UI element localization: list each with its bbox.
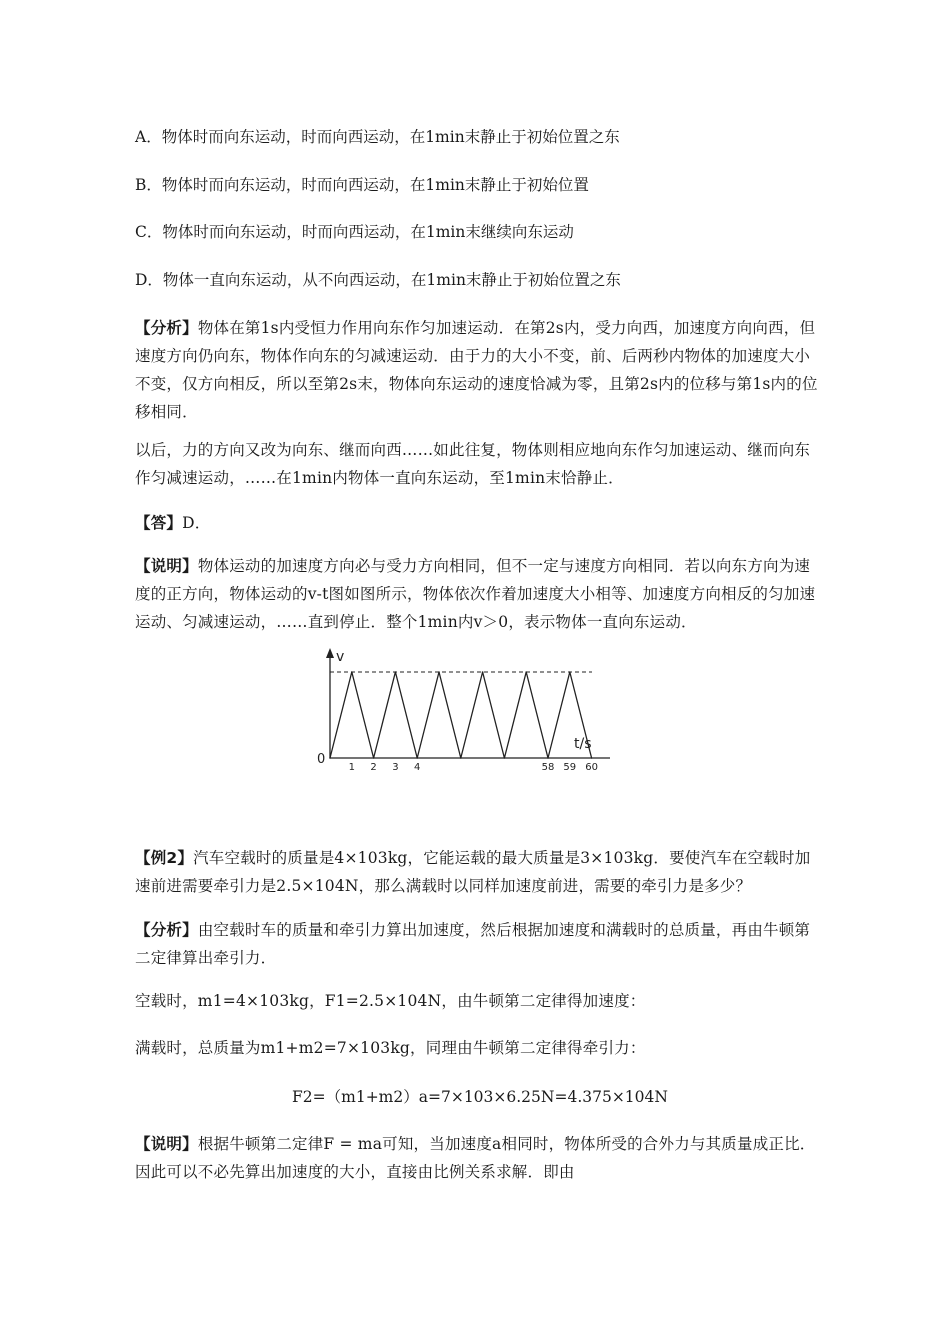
example2-label: 【例2】 <box>135 849 194 867</box>
option-c: C．物体时而向东运动，时而向西运动，在1min末继续向东运动 <box>135 223 574 241</box>
analysis2-label: 【分析】 <box>135 921 198 939</box>
x-tick-label: 59 <box>563 762 577 773</box>
example2-text: 汽车空载时的质量是4×103kg，它能运载的最大质量是3×103kg．要使汽车在空载时加速前进需要牵引力是2.5×104N，那么满载时以同样加速度前进，需要的牵引力是多少？ <box>135 849 811 895</box>
velocity-point <box>591 757 593 759</box>
x-tick-label: 58 <box>541 762 555 773</box>
velocity-point <box>504 757 506 759</box>
analysis2-paragraph <box>135 916 825 972</box>
velocity-point <box>351 671 353 673</box>
note-paragraph <box>135 552 825 636</box>
velocity-point <box>329 757 331 759</box>
empty-load-line: 空载时，m1=4×103kg，F1=2.5×104N，由牛顿第二定律得加速度： <box>135 992 646 1010</box>
velocity-point <box>416 757 418 759</box>
answer-paragraph <box>135 509 825 537</box>
velocity-point <box>438 671 440 673</box>
velocity-point <box>547 757 549 759</box>
x-axis-label: t/s <box>574 736 592 752</box>
velocity-line <box>330 672 592 758</box>
vt-graph-svg <box>312 646 612 774</box>
answer-text: D． <box>182 514 211 532</box>
option-b: B．物体时而向东运动，时而向西运动，在1min末静止于初始位置 <box>135 176 589 194</box>
answer-label: 【答】 <box>135 514 183 532</box>
y-axis-label: v <box>336 649 345 665</box>
note2-paragraph <box>135 1130 825 1186</box>
velocity-point <box>525 671 527 673</box>
origin-label: 0 <box>317 752 326 767</box>
note-text: 物体运动的加速度方向必与受力方向相同，但不一定与速度方向相同．若以向东方向为速度的正方向，物体运动的v-t图如图所示，物体依次作着加速度大小相等、加速度方向相反的匀加速运动、匀减速运动，……直到停止．整个1min内v＞0，表示物体一直向东运动． <box>135 557 816 631</box>
formula-line: F2=（m1+m2）a=7×103×6.25N=4.375×104N <box>292 1088 668 1106</box>
velocity-point <box>569 671 571 673</box>
option-d: D．物体一直向东运动，从不向西运动，在1min末静止于初始位置之东 <box>135 271 621 289</box>
y-axis-arrow <box>326 648 334 658</box>
velocity-point <box>460 757 462 759</box>
velocity-point <box>373 757 375 759</box>
x-tick-label: 1 <box>348 762 355 773</box>
full-load-line: 满载时，总质量为m1+m2=7×103kg，同理由牛顿第二定律得牵引力： <box>135 1039 646 1057</box>
x-tick-label: 4 <box>414 762 421 773</box>
note2-label: 【说明】 <box>135 1135 198 1153</box>
example2-paragraph <box>135 844 825 900</box>
note2-text: 根据牛顿第二定律F = ma可知，当加速度a相同时，物体所受的合外力与其质量成正比．因此可以不必先算出加速度的大小，直接由比例关系求解．即由 <box>135 1135 816 1181</box>
analysis2-text: 由空载时车的质量和牵引力算出加速度，然后根据加速度和满载时的总质量，再由牛顿第二定律算出牵引力． <box>135 921 811 967</box>
analysis-text: 物体在第1s内受恒力作用向东作匀加速运动．在第2s内，受力向西，加速度方向向西，但速度方向仍向东，物体作向东的匀减速运动．由于力的大小不变，前、后两秒内物体的加速度大小不变，仅方向相反，所以至第2s末，物体向东运动的速度恰减为零，且第2s内的位移与第1s内的位移相同． <box>135 319 818 421</box>
x-tick-label: 3 <box>392 762 399 773</box>
vt-graph <box>312 646 612 774</box>
x-tick-label: 2 <box>370 762 377 773</box>
analysis-label: 【分析】 <box>135 319 198 337</box>
velocity-point <box>482 671 484 673</box>
analysis-continued: 以后，力的方向又改为向东、继而向西……如此往复，物体则相应地向东作匀加速运动、继而向东作匀减速运动，……在1min内物体一直向东运动，至1min末恰静止． <box>135 441 811 487</box>
x-tick-label: 60 <box>585 762 598 773</box>
option-a: A．物体时而向东运动，时而向西运动，在1min末静止于初始位置之东 <box>135 128 620 146</box>
velocity-point <box>395 671 397 673</box>
note-label: 【说明】 <box>135 557 198 575</box>
analysis-paragraph <box>135 314 825 426</box>
